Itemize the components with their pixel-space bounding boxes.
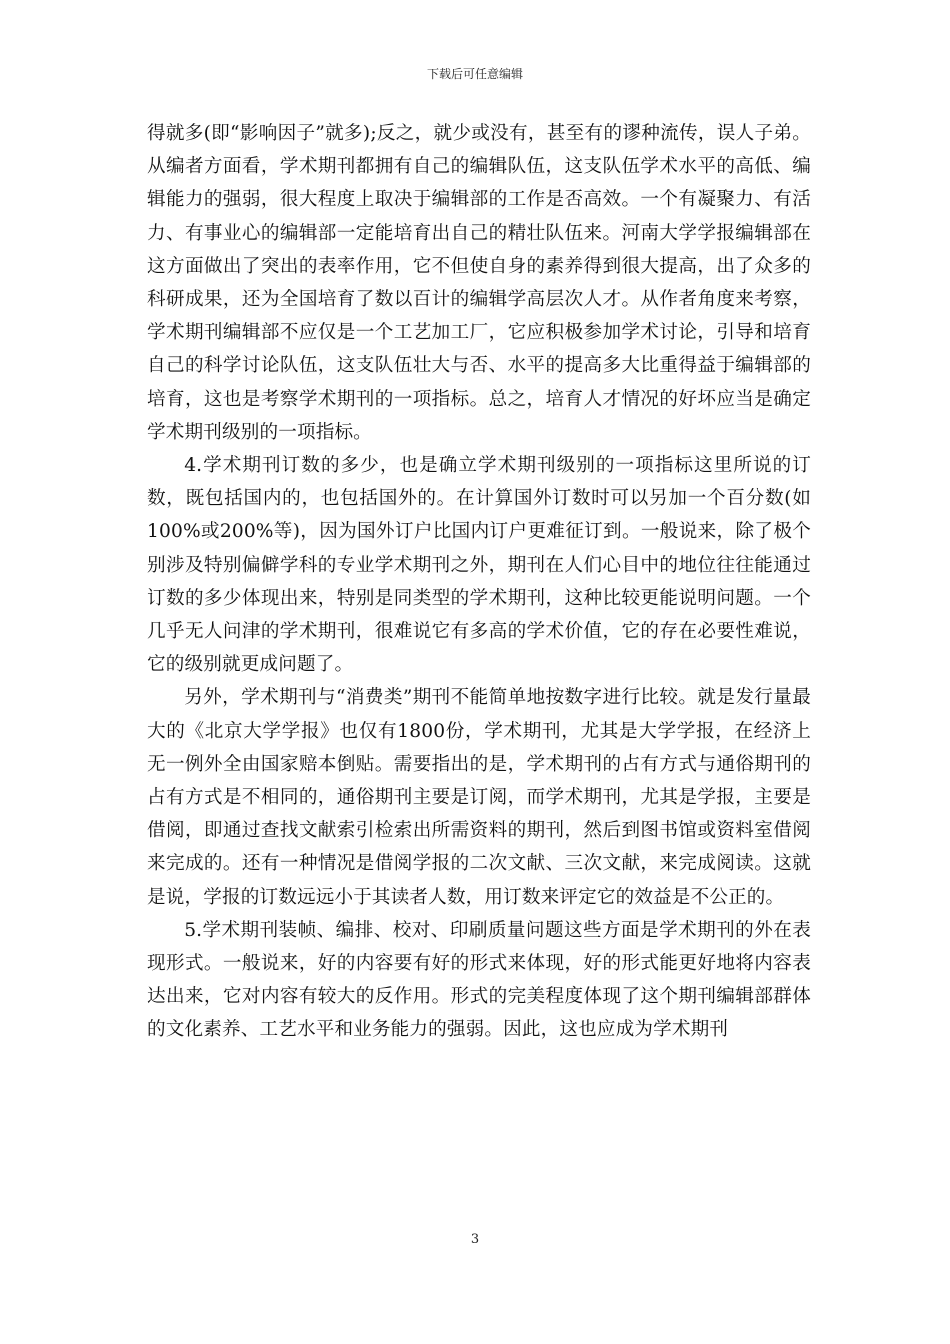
page-number: 3: [470, 1232, 480, 1247]
paragraph-item-4: 4.学术期刊订数的多少，也是确立学术期刊级别的一项指标这里所说的订数，既包括国内的，也包括国外的。在计算国外订数时可以另加一个百分数(如100%或200%等)，因为国外订户比国内订户更难征订到。一般说来，除了极个别涉及特别偏僻学科的专业学术期刊之外，期刊在人们心目中的地位往往能通过订数的多少体现出来，特别是同类型的学术期刊，这种比较更能说明问题。一个几乎无人问津的学术期刊，很难说它有多高的学术价值，它的存在必要性难说，它的级别就更成问题了。: [147, 455, 811, 676]
paragraph-item-5: 5.学术期刊装帧、编排、校对、印刷质量问题这些方面是学术期刊的外在表现形式。一般说来，好的内容要有好的形式来体现，好的形式能更好地将内容表达出来，它对内容有较大的反作用。形式的完美程度体现了这个期刊编辑部群体的文化素养、工艺水平和业务能力的强弱。因此，这也应成为学术期刊: [147, 919, 811, 1041]
paragraph-continuation: 得就多(即“影响因子”就多);反之，就少或没有，甚至有的谬种流传，误人子弟。从编者方面看，学术期刊都拥有自己的编辑队伍，这支队伍学术水平的高低、编辑能力的强弱，很大程度上取决于编辑部的工作是否高效。一个有凝聚力、有活力、有事业心的编辑部一定能培育出自己的精壮队伍来。河南大学学报编辑部在这方面做出了突出的表率作用，它不但使自身的素养得到很大提高，出了众多的科研成果，还为全国培育了数以百计的编辑学高层次人才。从作者角度来考察，学术期刊编辑部不应仅是一个工艺加工厂，它应积极参加学术讨论，引导和培育自己的科学讨论队伍，这支队伍壮大与否、水平的提高多大比重得益于编辑部的培育，这也是考察学术期刊的一项指标。总之，培育人才情况的好坏应当是确定学术期刊级别的一项指标。: [147, 123, 811, 443]
paragraph-additional: 另外，学术期刊与“消费类”期刊不能简单地按数字进行比较。就是发行量最大的《北京大学学报》也仅有1800份，学术期刊，尤其是大学学报，在经济上无一例外全由国家赔本倒贴。需要指出的是，学术期刊的占有方式与通俗期刊的占有方式是不相同的，通俗期刊主要是订阅，而学术期刊，尤其是学报，主要是借阅，即通过查找文献索引检索出所需资料的期刊，然后到图书馆或资料室借阅来完成的。还有一种情况是借阅学报的二次文献、三次文献，来完成阅读。这就是说，学报的订数远远小于其读者人数，用订数来评定它的效益是不公正的。: [147, 687, 811, 908]
page-header: 下载后可任意编辑: [426, 67, 523, 81]
document-body: [147, 117, 811, 1047]
